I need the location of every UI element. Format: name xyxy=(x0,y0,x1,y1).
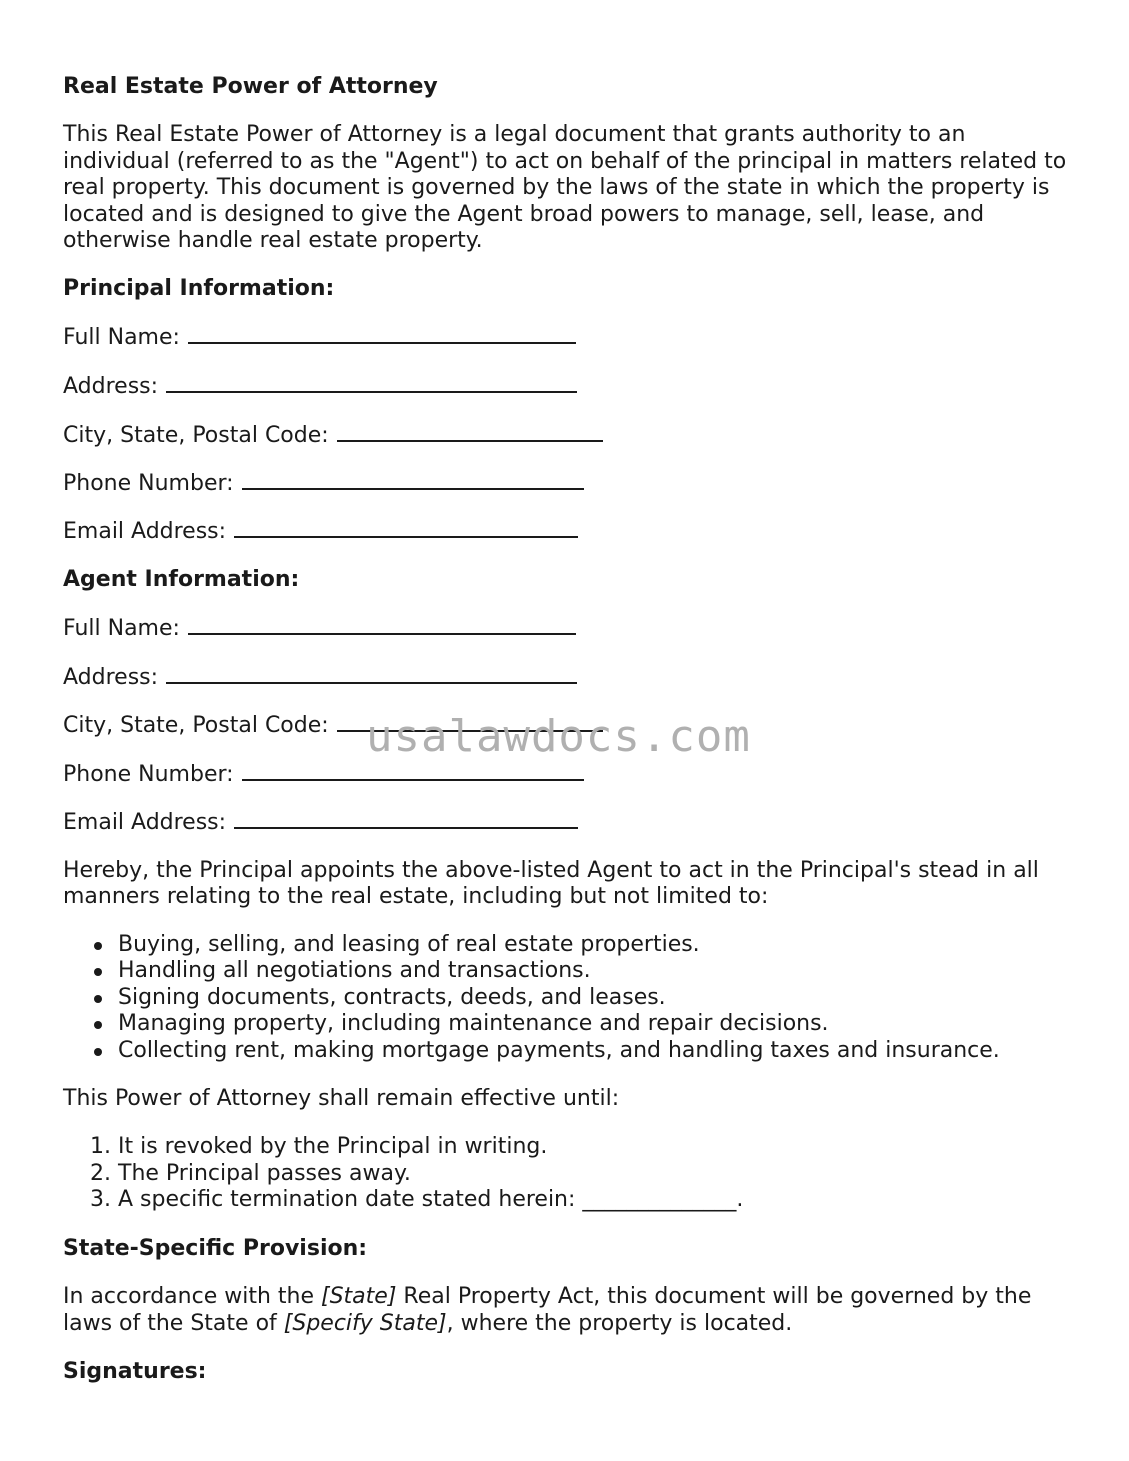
blank-line[interactable] xyxy=(188,615,576,635)
list-item-text: Collecting rent, making mortgage payments, and handling taxes and insurance. xyxy=(118,1038,1000,1063)
effective-intro: This Power of Attorney shall remain effective until: xyxy=(63,1086,620,1111)
appointment-line: Hereby, the Principal appoints the above-listed Agent to act in the Principal's stead in all xyxy=(63,858,1039,883)
blank-line[interactable] xyxy=(166,373,577,393)
list-item-text: The Principal passes away. xyxy=(118,1161,411,1186)
appointment-line: manners relating to the real estate, including but not limited to: xyxy=(63,884,769,909)
state-provision-heading: State-Specific Provision: xyxy=(63,1236,368,1261)
specify-state-placeholder: [Specify State] xyxy=(283,1311,447,1336)
principal-phone-field[interactable] xyxy=(63,470,584,497)
watermark: usalawdocs.com xyxy=(366,711,751,762)
intro-line: located and is designed to give the Agent broad powers to manage, sell, lease, and xyxy=(63,202,985,227)
principal-email-field[interactable] xyxy=(63,518,578,545)
blank-line[interactable] xyxy=(234,518,578,538)
state-provision-line xyxy=(63,1311,792,1337)
field-label: Phone Number: xyxy=(63,471,234,496)
state-placeholder: [State] xyxy=(321,1284,397,1309)
list-number: 1. xyxy=(90,1134,111,1159)
signatures-heading: Signatures: xyxy=(63,1359,207,1384)
field-label: Email Address: xyxy=(63,810,227,835)
agent-phone-field[interactable] xyxy=(63,761,584,788)
field-label: Full Name: xyxy=(63,616,180,641)
blank-line[interactable] xyxy=(242,470,584,490)
list-item-text: Signing documents, contracts, deeds, and leases. xyxy=(118,985,666,1010)
list-number: 2. xyxy=(90,1161,111,1186)
field-label: Email Address: xyxy=(63,519,227,544)
intro-line: real property. This document is governed by the laws of the state in which the property is xyxy=(63,175,1050,200)
principal-address-field[interactable] xyxy=(63,373,577,400)
list-item-text: Managing property, including maintenance and repair decisions. xyxy=(118,1011,829,1036)
bullet-icon xyxy=(94,1048,102,1056)
document-title: Real Estate Power of Attorney xyxy=(63,74,438,99)
text-segment: , where the property is located. xyxy=(446,1311,793,1336)
agent-address-field[interactable] xyxy=(63,664,577,691)
state-provision-line xyxy=(63,1284,1031,1310)
agent-full-name-field[interactable] xyxy=(63,615,576,642)
bullet-icon xyxy=(94,1021,102,1029)
intro-line: This Real Estate Power of Attorney is a legal document that grants authority to an xyxy=(63,122,966,147)
bullet-icon xyxy=(94,995,102,1003)
intro-line: individual (referred to as the "Agent") to act on behalf of the principal in matters related to xyxy=(63,149,1067,174)
intro-line: otherwise handle real estate property. xyxy=(63,228,483,253)
text-segment: laws of the State of xyxy=(63,1311,284,1336)
field-label: Address: xyxy=(63,665,159,690)
blank-line[interactable] xyxy=(166,664,577,684)
field-label: Address: xyxy=(63,374,159,399)
field-label: Full Name: xyxy=(63,325,180,350)
blank-line[interactable] xyxy=(242,761,584,781)
bullet-icon xyxy=(94,968,102,976)
bullet-icon xyxy=(94,942,102,950)
principal-full-name-field[interactable] xyxy=(63,324,576,351)
agent-heading: Agent Information: xyxy=(63,567,300,592)
field-label: Phone Number: xyxy=(63,762,234,787)
principal-city-field[interactable] xyxy=(63,422,603,449)
blank-line[interactable] xyxy=(337,422,603,442)
text-segment: Real Property Act, this document will be governed by the xyxy=(396,1284,1032,1309)
blank-line[interactable] xyxy=(188,324,576,344)
list-item-text: Handling all negotiations and transactions. xyxy=(118,958,591,983)
agent-email-field[interactable] xyxy=(63,809,578,836)
principal-heading: Principal Information: xyxy=(63,276,335,301)
list-item-text: It is revoked by the Principal in writing. xyxy=(118,1134,548,1159)
field-label: City, State, Postal Code: xyxy=(63,423,329,448)
list-item-text: Buying, selling, and leasing of real estate properties. xyxy=(118,932,700,957)
list-item-text: A specific termination date stated herein: ______________. xyxy=(118,1187,744,1212)
field-label: City, State, Postal Code: xyxy=(63,713,329,738)
blank-line[interactable] xyxy=(234,809,578,829)
text-segment: In accordance with the xyxy=(63,1284,321,1309)
list-number: 3. xyxy=(90,1187,111,1212)
